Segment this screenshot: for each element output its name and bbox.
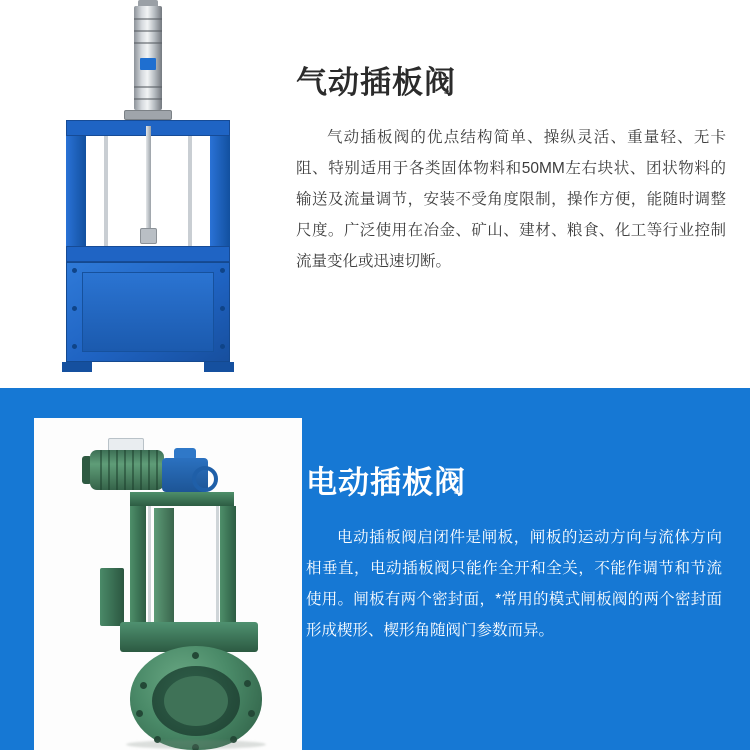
guide-rod-left: [104, 136, 108, 248]
valve-frame-left-post: [66, 136, 86, 248]
valve-body-bolt: [220, 268, 225, 273]
valve-side-bracket: [100, 568, 124, 626]
pneumatic-valve-title: 气动插板阀: [296, 65, 456, 100]
flange-bolt: [244, 680, 251, 687]
pneumatic-valve-text-block: [296, 66, 736, 277]
valve-foot-right: [204, 362, 234, 372]
cylinder-rib: [134, 18, 162, 20]
valve-frame-right-post: [210, 136, 230, 248]
valve-stem: [146, 126, 151, 236]
motor-cooling-fin: [132, 450, 134, 490]
electric-valve-text-block: [306, 466, 736, 646]
motor-cooling-fin: [116, 450, 118, 490]
flange-bolt: [192, 652, 199, 659]
flange-bolt: [248, 710, 255, 717]
electric-gate-valve-photo: [34, 418, 302, 750]
electric-valve-illustration: [34, 418, 302, 750]
valve-body-inner-panel: [82, 272, 214, 352]
valve-frame-left-post: [130, 506, 146, 626]
valve-body-bolt: [72, 268, 77, 273]
guide-rod-left: [148, 506, 151, 626]
valve-body-bolt: [72, 344, 77, 349]
motor-cooling-fin: [100, 450, 102, 490]
valve-bore: [164, 676, 228, 726]
flange-bolt: [136, 710, 143, 717]
valve-foot-left: [62, 362, 92, 372]
flange-bolt: [140, 682, 147, 689]
valve-body-bolt: [220, 344, 225, 349]
pneumatic-valve-illustration: [0, 0, 290, 388]
electric-valve-title: 电动插板阀: [306, 465, 466, 500]
section-electric-valve: [0, 388, 750, 750]
gate-plate: [154, 508, 174, 626]
guide-rod-right: [216, 506, 219, 626]
motor-cooling-fin: [140, 450, 142, 490]
cylinder-rib: [134, 30, 162, 32]
motor-cooling-fin: [108, 450, 110, 490]
motor-cooling-fin: [156, 450, 158, 490]
pneumatic-valve-body: 气动插板阀的优点结构简单、操纵灵活、重量轻、无卡阻、特别适用于各类固体物料和50MM左右块状、团状物料的输送及流量调节，安装不受角度限制，操作方便，能随时调整尺度。广泛使用在冶金、矿山、建材、粮食、化工等行业控制流量变化或迅速切断。: [296, 129, 726, 271]
stem-coupling-nut: [140, 228, 157, 244]
cylinder-rib: [134, 98, 162, 100]
cylinder-brand-label: [140, 58, 156, 70]
motor-cooling-fin: [124, 450, 126, 490]
cylinder-rib: [134, 86, 162, 88]
gate-guide-beam: [66, 246, 230, 262]
valve-body-bolt: [220, 306, 225, 311]
valve-frame-top-beam: [130, 492, 234, 506]
cylinder-rib: [134, 42, 162, 44]
electric-valve-body: 电动插板阀启闭件是闸板，闸板的运动方向与流体方向相垂直，电动插板阀只能作全开和全关，不能作调节和节流使用。闸板有两个密封面，*常用的模式闸板阀的两个密封面形成楔形、楔形角随阀门参数而异。: [306, 529, 722, 640]
guide-rod-right: [188, 136, 192, 248]
valve-frame-right-post: [220, 506, 236, 626]
pneumatic-gate-valve-photo: [0, 0, 290, 388]
drop-shadow: [126, 740, 266, 749]
valve-body-bolt: [72, 306, 77, 311]
motor-cooling-fin: [148, 450, 150, 490]
manual-handwheel: [192, 466, 218, 492]
cylinder-mount-flange: [124, 110, 172, 120]
